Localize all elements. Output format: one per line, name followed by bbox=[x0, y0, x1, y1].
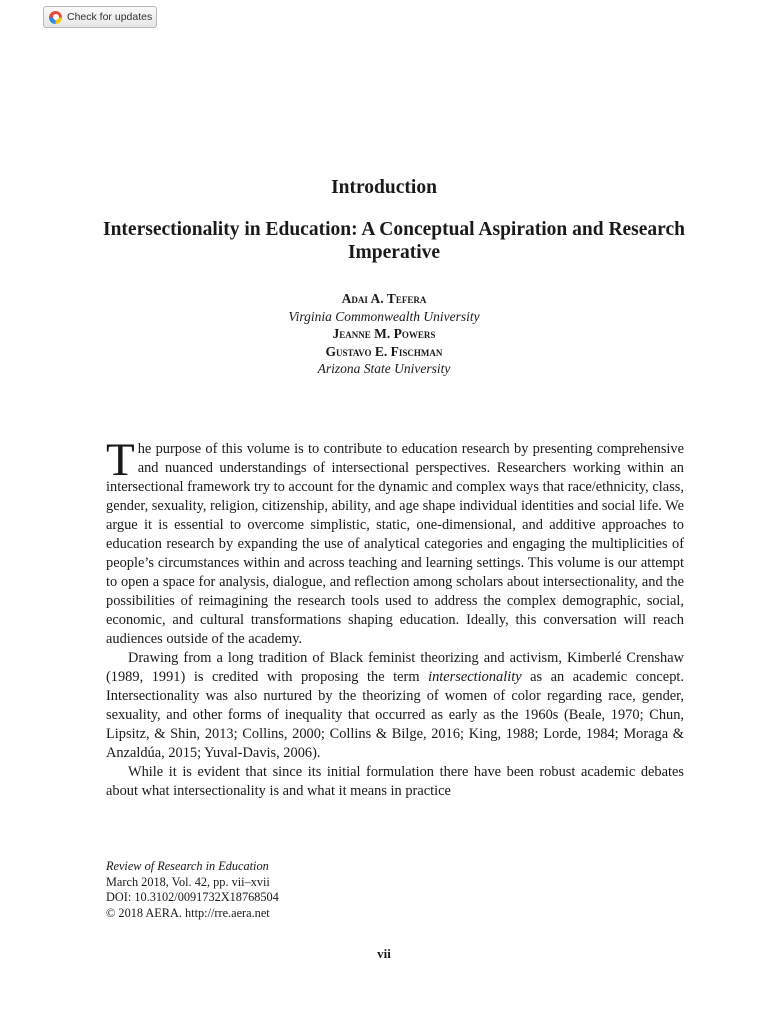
author-affiliation: Arizona State University bbox=[317, 361, 451, 376]
crossmark-icon bbox=[49, 11, 62, 24]
body-paragraph bbox=[106, 434, 684, 649]
page-number: vii bbox=[377, 946, 391, 961]
paragraph-text: Drawing from a long tradition of Black feminist theorizing and activism, Kimberlé Crenshaw (1989, 1991) is credited with proposing the term bbox=[106, 650, 684, 685]
citation-footer bbox=[106, 859, 506, 921]
author-name: Adai A. Tefera bbox=[341, 291, 427, 306]
author-affiliation: Virginia Commonwealth University bbox=[288, 308, 480, 324]
article-title: Intersectionality in Education: A Conceptual Aspiration and Research Imperative bbox=[103, 219, 685, 263]
drop-cap: T bbox=[106, 434, 135, 486]
body-paragraph bbox=[106, 763, 684, 801]
author-name: Gustavo E. Fischman bbox=[325, 343, 443, 359]
journal-name: Review of Research in Education bbox=[106, 859, 269, 873]
author-name: Jeanne M. Powers bbox=[332, 326, 436, 341]
author-byline bbox=[0, 290, 768, 378]
check-for-updates-button[interactable] bbox=[43, 6, 157, 28]
article-body bbox=[106, 434, 684, 801]
section-title: Introduction bbox=[331, 177, 437, 198]
check-for-updates-label: Check for updates bbox=[67, 11, 153, 23]
paragraph-text: While it is evident that since its initial formulation there have been robust academic debates about what intersectionality is and what it means in practice bbox=[106, 764, 684, 799]
paragraph-text: as an academic concept. Intersectionality was also nurtured by the theorizing of women of color regarding race, gender, sexuality, and other forms of inequality that occurred as early as the 1960s (Beale, 1970; Chun, Lipsitz, & Shin, 2013; Collins, 2000; Collins & Bilge, 2016; King, 1988; Lorde, 1984; Moraga & Anzaldúa, 2015; Yuval-Davis, 2006). bbox=[106, 669, 684, 761]
copyright: © 2018 AERA. http://rre.aera.net bbox=[106, 905, 270, 920]
body-paragraph bbox=[106, 649, 684, 763]
doi: DOI: 10.3102/0091732X18768504 bbox=[106, 890, 279, 904]
italic-term: intersectionality bbox=[428, 669, 522, 685]
issue-info: March 2018, Vol. 42, pp. vii–xvii bbox=[106, 874, 270, 889]
paragraph-text: he purpose of this volume is to contribute to education research by presenting comprehensive and nuanced understandings of intersectional perspectives. Researchers working within an intersectional framework try to account for the dynamic and complex ways that race/ethnicity, class, gender, sexuality, religion, citizenship, ability, and age shape individual identities and social life. We argue it is essential to overcome simplistic, static, one-dimensional, and additive approaches to education research by expanding the use of analytical categories and engaging the multiplicities of people’s circumstances within and across teaching and learning settings. This volume is our attempt to open a space for analysis, dialogue, and reflection among scholars about intersectionality, and the possibilities of reimagining the research tools used to address the complex demographic, social, economic, and cultural transformations shaping education. Ideally, this conversation will reach audiences outside of the academy. bbox=[106, 441, 684, 647]
